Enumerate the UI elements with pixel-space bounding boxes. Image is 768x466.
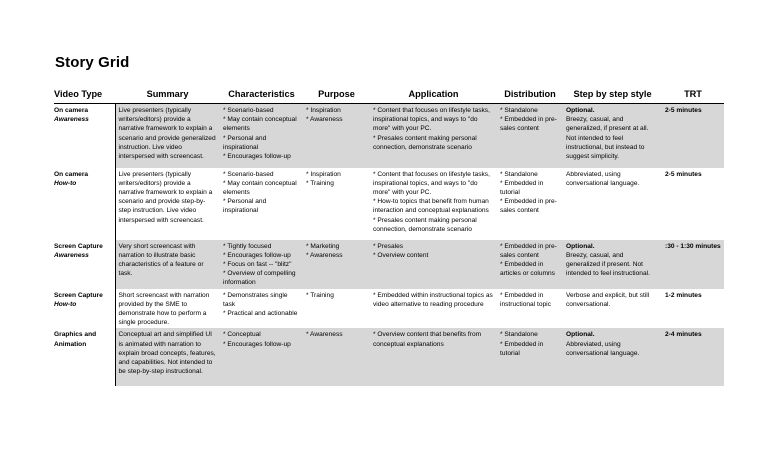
list-item: * Scenario-based <box>223 107 274 114</box>
header-row <box>54 86 724 104</box>
purpose-cell <box>303 168 370 240</box>
video-type-cell <box>54 289 115 329</box>
table-row <box>54 168 724 240</box>
list-item: * Marketing <box>306 242 340 250</box>
header-video-type: Video Type <box>54 86 115 104</box>
list-item: * Overview content that benefits from conceptual explanations <box>373 331 482 348</box>
list-item: * Focus on fast -- "blitz" <box>223 260 292 268</box>
list-item: * How-to topics that benefit from human interaction and conceptual explanations <box>373 198 489 215</box>
trt-cell: 2-4 minutes <box>662 328 724 386</box>
list-item: * Standalone <box>500 107 538 114</box>
video-type-cell <box>54 240 115 289</box>
summary-cell: Conceptual art and simplified UI is animated with narration to explain broad concepts, features, and capabilities. Not intended to be step-by-step instructional. <box>115 328 220 386</box>
style-description: Abbreviated, using conversational language. <box>566 340 640 357</box>
video-type-label: On camera <box>54 107 89 114</box>
step-style-cell <box>563 168 662 240</box>
purpose-cell <box>303 328 370 386</box>
list-item: * Embedded in instructional topic <box>500 291 551 308</box>
application-cell <box>370 104 497 168</box>
video-type-label: Graphics and <box>54 331 97 339</box>
list-item: * Embedded in articles or columns <box>500 260 555 278</box>
list-item: * Content that focuses on lifestyle tasks, inspirational topics, and ways to "do more" with your PC. <box>373 107 490 133</box>
list-item: * Overview content <box>373 251 429 259</box>
distribution-cell <box>497 168 563 240</box>
application-cell <box>370 168 497 240</box>
list-item: * Conceptual <box>223 331 261 339</box>
distribution-cell <box>497 289 563 329</box>
list-item: * Personal and inspirational <box>223 198 267 215</box>
list-item: * May contain conceptual elements <box>223 179 297 196</box>
characteristics-cell <box>220 328 303 386</box>
video-type-label: Screen Capture <box>54 242 103 250</box>
header-summary: Summary <box>115 86 220 104</box>
characteristics-cell <box>220 168 303 240</box>
video-type-sublabel: Awareness <box>54 116 89 124</box>
application-cell <box>370 240 497 289</box>
list-item: * Encourages follow-up <box>223 251 291 259</box>
video-type-sublabel: How-to <box>54 300 77 308</box>
distribution-cell <box>497 328 563 386</box>
video-type-label: Screen Capture <box>54 291 103 299</box>
list-item: * Awareness <box>306 251 343 259</box>
style-optional-label: Optional. <box>566 107 595 114</box>
list-item: * Overview of compelling information <box>223 270 296 287</box>
style-optional-label: Optional. <box>566 242 595 250</box>
list-item: * Awareness <box>306 116 343 124</box>
list-item: * Presales <box>373 242 404 250</box>
list-item: * Embedded in pre-sales content <box>500 116 557 133</box>
page-title: Story Grid <box>55 54 130 71</box>
characteristics-cell <box>220 289 303 329</box>
video-type-cell <box>54 168 115 240</box>
video-type-label: On camera <box>54 170 89 178</box>
list-item: * Encourages follow-up <box>223 153 291 161</box>
list-item: * Scenario-based <box>223 170 274 178</box>
distribution-cell <box>497 240 563 289</box>
list-item: * Presales content making personal connection, demonstrate scenario <box>373 216 477 233</box>
list-item: * Embedded in tutorial <box>500 340 544 357</box>
header-application: Application <box>370 86 497 104</box>
trt-cell: 2-5 minutes <box>662 104 724 168</box>
table-row <box>54 240 724 289</box>
list-item: * Embedded in tutorial <box>500 179 544 196</box>
list-item: * Embedded in pre-sales content <box>500 242 557 259</box>
application-cell <box>370 289 497 329</box>
table-row <box>54 328 724 386</box>
trt-cell: 1-2 minutes <box>662 289 724 329</box>
style-description: Abbreviated, using conversational language. <box>566 170 640 187</box>
table-row <box>54 289 724 329</box>
story-grid-table <box>54 86 724 386</box>
list-item: * May contain conceptual elements <box>223 116 297 133</box>
step-style-cell <box>563 289 662 329</box>
header-step-by-step-style: Step by step style <box>563 86 662 104</box>
distribution-cell <box>497 104 563 168</box>
trt-cell: 2-5 minutes <box>662 168 724 240</box>
list-item: * Demonstrates single task <box>223 291 288 308</box>
summary-cell: Live presenters (typically writers/editors) provide a narrative framework to explain a scenario and provide step-by-step instruction. Live video interspersed with screencast. <box>115 168 220 240</box>
summary-cell: Very short screencast with narration to illustrate basic characteristics of a feature or task. <box>115 240 220 289</box>
list-item: * Standalone <box>500 331 538 339</box>
list-item: * Encourages follow-up <box>223 340 291 348</box>
application-cell <box>370 328 497 386</box>
video-type-cell <box>54 328 115 386</box>
step-style-cell <box>563 104 662 168</box>
style-description: Breezy, casual, and generalized if present. Not intended to feel instructional. <box>566 251 650 278</box>
header-purpose: Purpose <box>303 86 370 104</box>
characteristics-cell <box>220 240 303 289</box>
summary-cell: Live presenters (typically writers/editors) provide a narrative framework to explain a scenario and provide generalized instruction. Live video interspersed with screencast. <box>115 104 220 168</box>
trt-cell: :30 - 1:30 minutes <box>662 240 724 289</box>
header-trt: TRT <box>662 86 724 104</box>
purpose-cell <box>303 289 370 329</box>
list-item: * Training <box>306 179 334 187</box>
list-item: * Embedded in pre-sales content <box>500 198 557 215</box>
list-item: * Standalone <box>500 170 538 178</box>
list-item: * Inspiration <box>306 170 341 178</box>
style-optional-label: Optional. <box>566 331 595 339</box>
style-description: Verbose and explicit, but still conversational. <box>566 291 650 308</box>
purpose-cell <box>303 104 370 168</box>
list-item: * Practical and actionable <box>223 309 298 317</box>
video-type-sublabel: Animation <box>54 340 87 348</box>
list-item: * Embedded within instructional topics as video alternative to reading procedure <box>373 291 493 308</box>
header-characteristics: Characteristics <box>220 86 303 104</box>
step-style-cell <box>563 240 662 289</box>
purpose-cell <box>303 240 370 289</box>
list-item: * Content that focuses on lifestyle tasks, inspirational topics, and ways to "do more" with your PC. <box>373 170 490 196</box>
list-item: * Awareness <box>306 331 343 339</box>
style-description: Breezy, casual, and generalized, if present at all. Not intended to feel instructional, but instead to suggest simplicity. <box>566 116 649 161</box>
list-item: * Tightly focused <box>223 242 272 250</box>
video-type-sublabel: Awareness <box>54 251 89 259</box>
list-item: * Personal and inspirational <box>223 134 267 151</box>
list-item: * Training <box>306 291 334 299</box>
summary-cell: Short screencast with narration provided by the SME to demonstrate how to perform a single procedure. <box>115 289 220 329</box>
header-distribution: Distribution <box>497 86 563 104</box>
list-item: * Inspiration <box>306 107 341 114</box>
list-item: * Presales content making personal connection, demonstrate scenario <box>373 134 477 151</box>
step-style-cell <box>563 328 662 386</box>
video-type-sublabel: How-to <box>54 179 77 187</box>
characteristics-cell <box>220 104 303 168</box>
video-type-cell <box>54 104 115 168</box>
table-row <box>54 104 724 168</box>
